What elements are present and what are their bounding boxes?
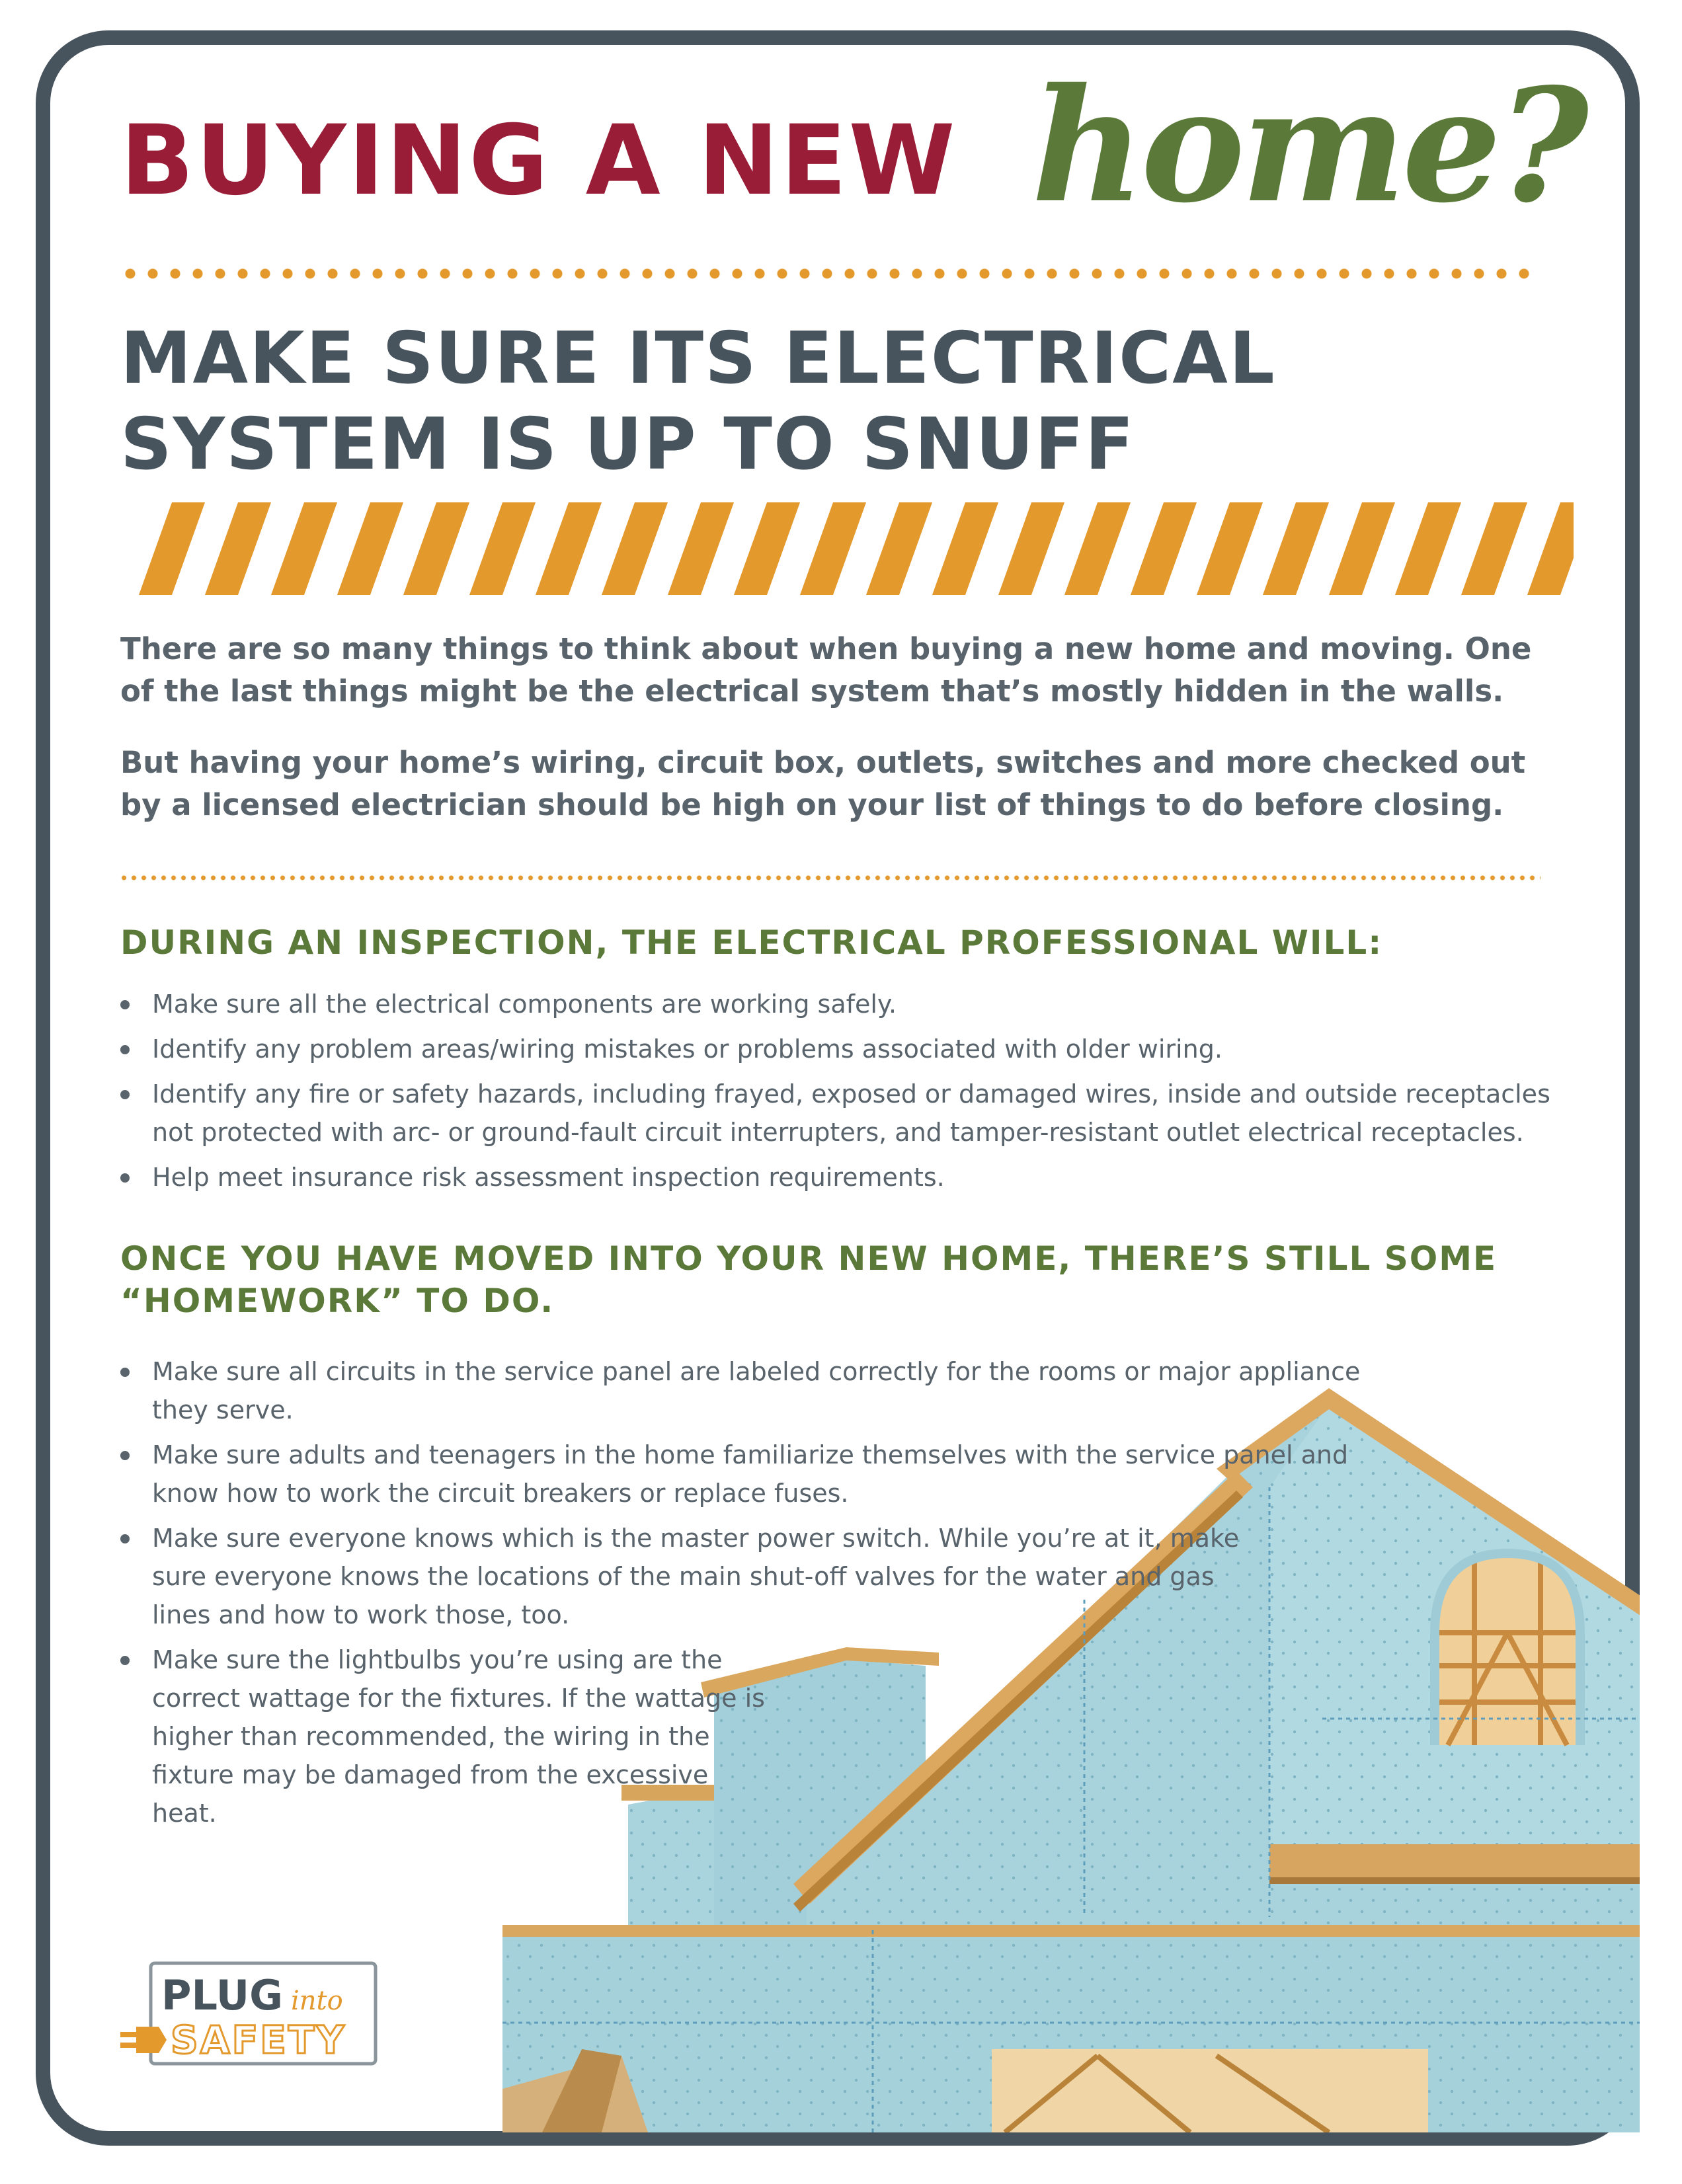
hazard-stripe [800, 502, 866, 595]
subtitle: MAKE SURE ITS ELECTRICAL SYSTEM IS UP TO SNUFF [120, 317, 1276, 486]
hazard-stripe [1527, 502, 1574, 595]
logo-plug-text: PLUG [161, 1971, 283, 2019]
hazard-stripe [1395, 502, 1461, 595]
list-item-text: Make sure everyone knows which is the master power switch. While you’re at it, make sure everyone knows the locations of the main shut-off valves for the water and gas lines and how to work those, too. [152, 1524, 1240, 1629]
hazard-stripe [602, 502, 668, 595]
list-item [116, 1030, 1571, 1068]
bullet-icon [120, 1173, 130, 1183]
hazard-stripe [1329, 502, 1395, 595]
hazard-stripe [337, 502, 403, 595]
hazard-stripe [1131, 502, 1197, 595]
hazard-stripe [668, 502, 734, 595]
list-item [116, 1519, 1263, 1634]
homework-heading: ONCE YOU HAVE MOVED INTO YOUR NEW HOME, THERE’S STILL SOME “HOMEWORK” TO DO. [120, 1239, 1498, 1320]
list-item-text: Make sure the lightbulbs you’re using are the correct wattage for the fixtures. If the wattage is higher than recommended, the wiring in the fixture may be damaged from the excessive heat. [152, 1645, 765, 1828]
intro-paragraph-2: But having your home’s wiring, circuit box, outlets, switches and more checked out by a licensed electrician should be high on your list of things to do before closing. [120, 745, 1526, 822]
list-item-text: Identify any fire or safety hazards, including frayed, exposed or damaged wires, inside and outside receptacles not protected with arc- or ground-fault circuit interrupters, and tamper-resistant outlet electrical receptacles. [152, 1079, 1550, 1147]
bullet-icon [120, 1045, 130, 1054]
logo-safety-text: SAFETY [171, 2017, 346, 2062]
list-item [116, 1436, 1369, 1512]
bullet-icon [120, 1000, 130, 1009]
hazard-stripe [271, 502, 337, 595]
hazard-stripe [1263, 502, 1329, 595]
hazard-stripes [119, 502, 1574, 595]
hazard-stripe [1461, 502, 1527, 595]
dotted-divider-top [119, 267, 1534, 280]
plug-icon [120, 2027, 167, 2053]
hazard-stripe [866, 502, 932, 595]
list-item-text: Make sure adults and teenagers in the home familiarize themselves with the service panel and know how to work the circuit breakers or replace fuses. [152, 1440, 1349, 1508]
hazard-stripe [998, 502, 1064, 595]
bullet-icon [120, 1451, 130, 1460]
inspection-list [116, 985, 1571, 1203]
bullet-icon [120, 1656, 130, 1665]
intro-paragraph-1: There are so many things to think about when buying a new home and moving. One of the last things might be the electrical system that’s mostly hidden in the walls. [120, 631, 1532, 709]
logo-into-text: into [291, 1986, 343, 2016]
list-item-text: Make sure all circuits in the service panel are labeled correctly for the rooms or major appliance they serve. [152, 1357, 1361, 1424]
hazard-stripe [1064, 502, 1131, 595]
title-buying-a-new: BUYING A NEW [120, 104, 957, 217]
list-item-text: Help meet insurance risk assessment inspection requirements. [152, 1163, 945, 1192]
plug-into-safety-logo [118, 1961, 380, 2068]
list-item [116, 985, 1571, 1023]
hazard-stripe [536, 502, 602, 595]
title-home-script: home? [1031, 54, 1585, 237]
bullet-icon [120, 1368, 130, 1377]
bullet-icon [120, 1534, 130, 1543]
hazard-stripe [139, 502, 205, 595]
hazard-stripe [403, 502, 469, 595]
hazard-stripe [734, 502, 800, 595]
list-item [116, 1075, 1571, 1151]
dotted-divider-middle [119, 875, 1541, 880]
homework-list [116, 1352, 1408, 1839]
list-item [116, 1641, 774, 1832]
list-item-text: Make sure all the electrical components are working safely. [152, 990, 897, 1019]
hazard-stripe [469, 502, 536, 595]
bullet-icon [120, 1090, 130, 1099]
list-item [116, 1158, 1571, 1196]
list-item [116, 1352, 1408, 1429]
inspection-heading: DURING AN INSPECTION, THE ELECTRICAL PROFESSIONAL WILL: [120, 923, 1383, 962]
hazard-stripe [932, 502, 998, 595]
hazard-stripe [205, 502, 271, 595]
list-item-text: Identify any problem areas/wiring mistakes or problems associated with older wiring. [152, 1034, 1222, 1064]
hazard-stripe [1197, 502, 1263, 595]
